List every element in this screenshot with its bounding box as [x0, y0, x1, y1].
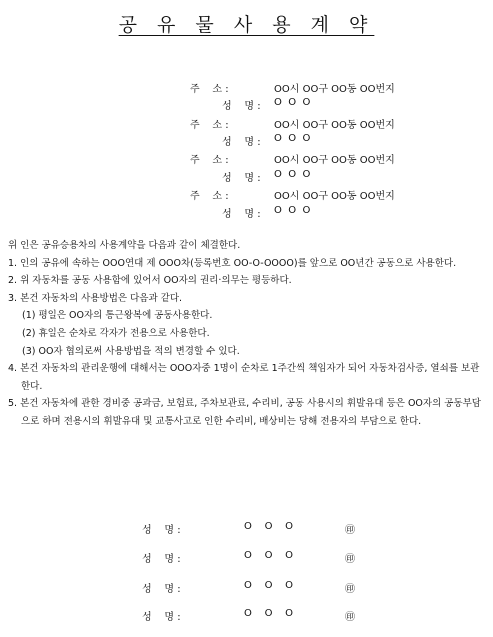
signature-name: O O O — [244, 550, 294, 561]
signature-name: O O O — [244, 608, 294, 619]
signature-name: O O O — [244, 580, 294, 591]
address-label: 주 소 : — [190, 84, 229, 95]
address-value: OO시 OO구 OO동 OO번지 — [274, 120, 395, 131]
signature-name: O O O — [244, 521, 294, 532]
party-address-row — [0, 187, 493, 205]
seal-icon: ㊞ — [345, 584, 355, 595]
clause-3-item-2: (2) 휴일은 순차로 각자가 전용으로 사용한다. — [22, 327, 210, 339]
seal-icon: ㊞ — [345, 612, 355, 623]
signature-row — [0, 580, 493, 598]
address-label: 주 소 : — [190, 155, 229, 166]
address-value: OO시 OO구 OO동 OO번지 — [274, 84, 395, 95]
name-value: O O O — [274, 133, 311, 144]
party-name-row — [0, 205, 493, 223]
document-title-block — [0, 10, 493, 37]
signature-row — [0, 608, 493, 626]
address-value: OO시 OO구 OO동 OO번지 — [274, 191, 395, 202]
name-value: O O O — [274, 97, 311, 108]
seal-icon: ㊞ — [345, 525, 355, 536]
clause-5: 5. 본건 자동차에 관한 경비중 공과금, 보험료, 주차보관료, 수리비, 공동 사용시의 휘발유대 등은 OO자의 공동부담으로 하며 전용시의 휘발유대 및 교통사고로 인한 수리비, 배상비는 당해 전용자의 부담으로 한다. — [8, 398, 481, 427]
address-label: 주 소 : — [190, 191, 229, 202]
name-value: O O O — [274, 169, 311, 180]
signature-label: 성 명 : — [142, 584, 181, 595]
intro-paragraph: 위 인은 공유승용차의 사용계약을 다음과 같이 체결한다. — [8, 240, 241, 251]
signature-label: 성 명 : — [142, 525, 181, 536]
clause-3-item-3: (3) OO자 협의로써 사용방법을 적의 변경할 수 있다. — [22, 345, 240, 357]
name-label: 성 명 : — [222, 209, 261, 220]
party-address-row — [0, 116, 493, 134]
party-name-row — [0, 97, 493, 115]
seal-icon: ㊞ — [345, 554, 355, 565]
address-value: OO시 OO구 OO동 OO번지 — [274, 155, 395, 166]
signature-row — [0, 521, 493, 539]
clause-4: 4. 본건 자동차의 관리운행에 대해서는 OOO자중 1명이 순차로 1주간씩 책임자가 되어 자동차검사증, 열쇠를 보관한다. — [8, 363, 480, 392]
contract-body — [8, 237, 486, 431]
clause-3-item-1: (1) 평일은 OO자의 통근왕복에 공동사용한다. — [22, 310, 213, 322]
name-label: 성 명 : — [222, 137, 261, 148]
party-name-row — [0, 169, 493, 187]
signature-label: 성 명 : — [142, 612, 181, 623]
clause-3: 3. 본건 자동차의 사용방법은 다음과 같다. — [8, 292, 183, 304]
document-title: 공 유 물 사 용 계 약 — [118, 14, 375, 36]
address-label: 주 소 : — [190, 120, 229, 131]
clause-1: 1. 인의 공유에 속하는 OOO연대 제 OOO차(등록번호 OO-O-OOOO)를 앞으로 OO년간 공동으로 사용한다. — [8, 257, 457, 269]
name-label: 성 명 : — [222, 101, 261, 112]
party-address-row — [0, 80, 493, 98]
name-value: O O O — [274, 205, 311, 216]
signature-row — [0, 550, 493, 568]
clause-2: 2. 위 자동차를 공동 사용함에 있어서 OO자의 권리·의무는 평등하다. — [8, 275, 292, 287]
party-address-row — [0, 151, 493, 169]
signature-label: 성 명 : — [142, 554, 181, 565]
name-label: 성 명 : — [222, 173, 261, 184]
party-name-row — [0, 133, 493, 151]
